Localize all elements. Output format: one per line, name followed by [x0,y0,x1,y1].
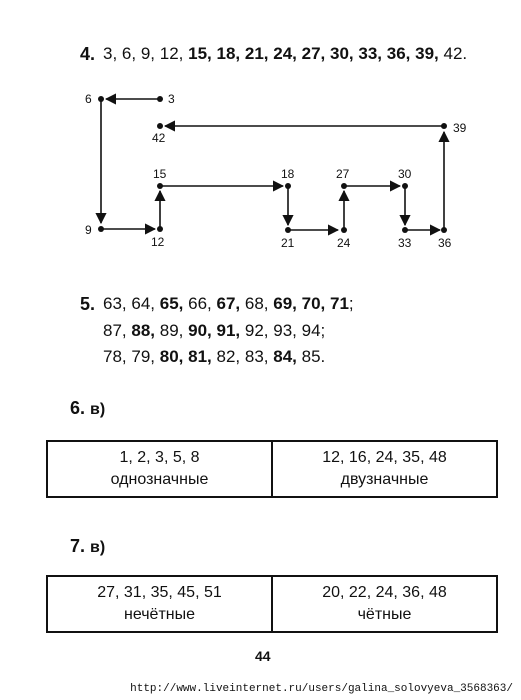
exercise-5-row-1-token: 63, [103,294,127,313]
node-label-3: 3 [168,92,175,106]
exercise-6-table [46,440,498,498]
exercise-4-sequence-token: 30, [330,44,354,63]
node-label-24: 24 [337,236,351,250]
exercise-7-right-values: 20, 22, 24, 36, 48 [322,584,447,601]
exercise-4-sequence-token: 39, [415,44,439,63]
node-33 [402,227,408,233]
node-label-39: 39 [453,121,467,135]
exercise-4-sequence-token: 42. [443,44,468,63]
exercise-4-sequence-token: 36, [386,44,411,63]
node-label-33: 33 [398,236,412,250]
exercise-5-row-2-token: 90, [188,321,212,340]
exercise-5-row-2-token: 94; [301,321,326,340]
exercise-7-left-cell [47,576,272,632]
exercise-5-row-3-token: 79, [131,347,156,366]
exercise-4-sequence [103,44,467,64]
exercise-5-row-2-token: 88, [131,321,156,340]
exercise-4-sequence-token: 18, [216,44,241,63]
exercise-4-sequence-token: 24, [273,44,297,63]
page-number: 44 [255,648,271,664]
exercise-7-right-caption: чётные [357,606,412,623]
exercise-6-right-caption: двузначные [340,471,429,488]
exercise-6-left-caption: однозначные [110,471,209,488]
exercise-4-sequence-token: 33, [358,44,383,63]
exercise-5-row-3-token: 81, [188,347,212,366]
exercise-5-row-1-token: ; [348,294,354,313]
exercise-6-right-values: 12, 16, 24, 35, 48 [322,449,447,466]
exercise-4-number: 4. [80,44,96,64]
exercise-6-number-text: 6. [70,398,86,418]
exercise-7-left-values: 27, 31, 35, 45, 51 [97,584,222,601]
exercise-5-row-1-token: 65, [159,294,184,313]
exercise-5-row-2-token: 89, [159,321,184,340]
exercise-5-row-1 [103,294,354,314]
node-6 [98,96,104,102]
exercise-5-row-1-token: 64, [131,294,156,313]
node-42 [157,123,163,129]
node-label-42: 42 [152,131,166,145]
node-15 [157,183,163,189]
exercise-5-row-2-token: 87, [103,321,127,340]
node-label-18: 18 [281,167,295,181]
exercise-5-row-1-token: 69, [273,294,297,313]
node-30 [402,183,408,189]
node-21 [285,227,291,233]
node-label-15: 15 [153,167,167,181]
node-18 [285,183,291,189]
exercise-6-left-values: 1, 2, 3, 5, 8 [119,449,200,466]
exercise-5-row-3-token: 85. [301,347,326,366]
node-label-30: 30 [398,167,412,181]
exercise-4-sequence-token: 27, [301,44,326,63]
source-url: http://www.liveinternet.ru/users/galina_solovyeva_3568363/ [130,683,513,695]
exercise-5-row-2-token: 91, [216,321,241,340]
node-27 [341,183,347,189]
exercise-5-row-3-token: 78, [103,347,127,366]
node-39 [441,123,447,129]
exercise-5-row-1-token: 71 [330,294,349,313]
exercise-5-row-3-token: 83, [244,347,269,366]
exercise-5-row-1-token: 70, [301,294,326,313]
exercise-6-number [70,398,105,419]
exercise-5-row-1-token: 67, [216,294,241,313]
exercise-4-sequence-token: 15, [188,44,212,63]
node-36 [441,227,447,233]
exercise-7-sub: в) [90,539,106,556]
exercise-4-sequence-token: 21, [244,44,269,63]
exercise-5-number: 5. [80,294,96,314]
exercise-5-row-1-token: 66, [188,294,212,313]
node-label-9: 9 [85,223,92,237]
node-24 [341,227,347,233]
exercise-7-left-caption: нечётные [124,606,195,623]
exercise-5-row-3-token: 84, [273,347,297,366]
exercise-7-right-cell [272,576,497,632]
node-12 [157,226,163,232]
node-3 [157,96,163,102]
exercise-4-path-diagram [0,88,521,258]
node-label-21: 21 [281,236,295,250]
exercise-7-table [46,575,498,633]
exercise-5-row-2 [103,321,325,341]
node-9 [98,226,104,232]
exercise-4-sequence-token: 6, [121,44,137,63]
node-label-12: 12 [151,235,165,249]
exercise-4-sequence-token: 3, [103,44,118,63]
exercise-7-number-text: 7. [70,536,86,556]
exercise-4-sequence-token: 9, [140,44,156,63]
exercise-4-sequence-token: 12, [159,44,184,63]
exercise-5-row-3-token: 82, [216,347,241,366]
exercise-5-row-3-token: 80, [159,347,184,366]
exercise-6-right-cell [272,441,497,497]
exercise-6-left-cell [47,441,272,497]
exercise-5-row-3 [103,347,325,367]
exercise-6-sub: в) [90,401,106,418]
exercise-5-row-1-token: 68, [244,294,269,313]
exercise-7-number [70,536,105,557]
node-label-6: 6 [85,92,92,106]
node-label-27: 27 [336,167,350,181]
exercise-5-row-2-token: 93, [273,321,297,340]
exercise-5-row-2-token: 92, [244,321,269,340]
node-label-36: 36 [438,236,452,250]
